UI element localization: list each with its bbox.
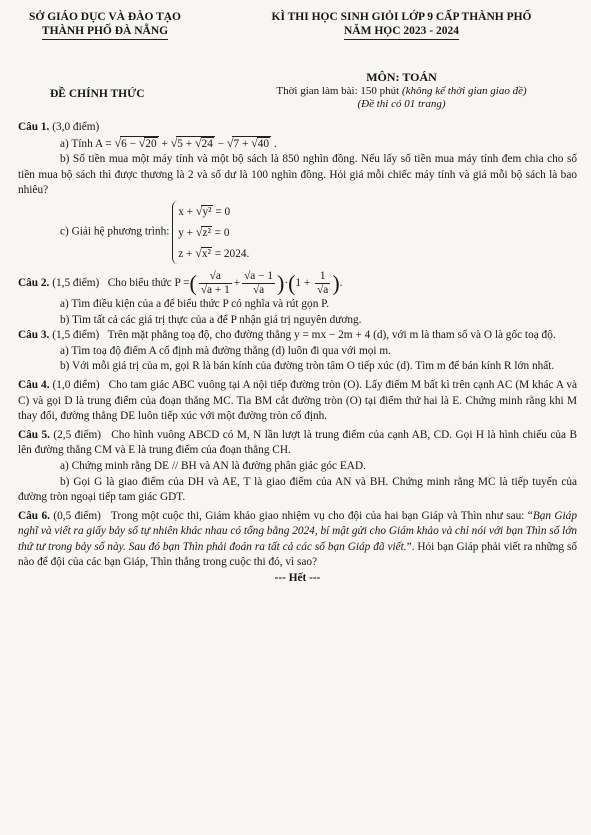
- question-1c: c) Giải hệ phương trình: x + √y² = 0 y + √z² = 0 z + √x² = 2024.: [18, 201, 577, 264]
- question-5: Câu 5. (2,5 điểm) Cho hình vuông ABCD có M, N lần lượt là trung điểm của cạnh AB, CD. Gọi H là hình chiếu của B lên đường thẳng CM và E là trung điểm của đoạn thẳng CH.: [18, 428, 577, 457]
- formula-p: P =( $\frac{√a}{√a + 1}$ + $\frac{√a - 1}{√a}$ )·(1 + $\frac{1}{√a}$ ).: [174, 269, 343, 296]
- question-5b: b) Gọi G là giao điểm của DH và AE, T là giao điểm của AN và BH. Chứng minh rằng MC là tiếp tuyến của đường tròn ngoại tiếp tam giác GDT.: [18, 475, 577, 504]
- question-2a: a) Tìm điều kiện của a để biểu thức P có nghĩa và rút gọn P.: [60, 297, 330, 310]
- department-header: [0, 11, 210, 40]
- exam-header: [212, 11, 591, 40]
- equation-system: x + √y² = 0 y + √z² = 0 z + √x² = 2024.: [172, 201, 249, 264]
- subject-block: [212, 71, 591, 112]
- question-3-heading: Câu 3. (1,5 điểm) Trên mặt phẳng toạ độ, cho đường thẳng y = mx − 2m + 4 (d), với m là tham số và O là gốc toạ độ.: [18, 329, 556, 342]
- question-1b: b) Số tiền mua một máy tính và một bộ sách là 850 nghìn đồng. Nếu lấy số tiền mua máy tính đem chia cho số tiền mua bộ sách thì được thương là 2 và số dư là 100 nghìn đồng. Hỏi giá mỗi chiếc máy tính và giá mỗi bộ sách là bao nhiêu?: [18, 153, 577, 197]
- exam-body: [18, 120, 577, 587]
- pages-note: (Đề thi có 01 trang): [357, 98, 446, 110]
- department-line-1: SỞ GIÁO DỤC VÀ ĐÀO TẠO: [29, 11, 181, 23]
- time-line: Thời gian làm bài: 150 phút (không kể thời gian giao đề): [276, 84, 527, 97]
- question-5a: a) Chứng minh rằng DE // BH và AN là đường phân giác góc EAD.: [60, 459, 366, 472]
- question-6: Câu 6. (0,5 điểm) Trong một cuộc thi, Giám khảo giao nhiệm vụ cho đội của hai bạn Giáp và Thìn như sau: “Bạn Giáp nghĩ và viết ra giấy bảy số tự nhiên khác nhau có tổng bằng 2024, bí mật gửi cho Giám khảo và chỉ nói với bạn Thìn số lớn thứ tư trong bảy số này. Sau đó bạn Thìn phải đoán ra tất cả các số bạn Giáp đã viết.”. Hỏi bạn Giáp phải viết ra những số nào để đội của các bạn Giáp, Thìn thắng trong cuộc thi đó, vì sao?: [18, 509, 577, 569]
- formula-a: A = √6 − √20 + √5 + √24 − √7 + √40 .: [94, 135, 277, 150]
- official-label: ĐỀ CHÍNH THỨC: [50, 88, 145, 100]
- question-3a: a) Tìm toạ độ điểm A cố định mà đường thẳng (d) luôn đi qua với mọi m.: [60, 344, 391, 357]
- question-3b: b) Với mỗi giá trị của m, gọi R là bán kính của đường tròn tâm O tiếp xúc (d). Tìm m để bán kính R lớn nhất.: [60, 360, 555, 373]
- question-2b: b) Tìm tất cả các giá trị thực của a để P nhận giá trị nguyên dương.: [60, 313, 362, 326]
- subject-title: MÔN: TOÁN: [366, 70, 437, 84]
- department-line-2: THÀNH PHỐ ĐÀ NẴNG: [42, 25, 168, 41]
- end-marker: --- Hết ---: [274, 572, 321, 585]
- school-year: NĂM HỌC 2023 - 2024: [344, 25, 459, 41]
- question-1a: a) Tính A = √6 − √20 + √5 + √24 − √7 + √40 .: [60, 135, 277, 150]
- exam-title: KÌ THI HỌC SINH GIỎI LỚP 9 CẤP THÀNH PHỐ: [271, 11, 532, 23]
- question-4: Câu 4. (1,0 điểm) Cho tam giác ABC vuông tại A nội tiếp đường tròn (O). Lấy điểm M bất kì trên cạnh AC (M khác A và C) và gọi D là trung điểm của đoạn thẳng MC. Tia BM cắt đường tròn (O) tại điểm thứ hai là E. Chứng minh rằng khi M thay đổi, đường thẳng DE luôn tiếp xúc với một đường tròn cố định.: [18, 378, 577, 423]
- question-1-heading: Câu 1. (3,0 điểm): [18, 121, 100, 133]
- question-2-heading: Câu 2. (1,5 điểm) Cho biểu thức P =( $\frac{√a}{√a + 1}$ + $\frac{√a - 1}{√a}$ )·(1 + $\frac{1}{√a}$ ).: [18, 269, 343, 296]
